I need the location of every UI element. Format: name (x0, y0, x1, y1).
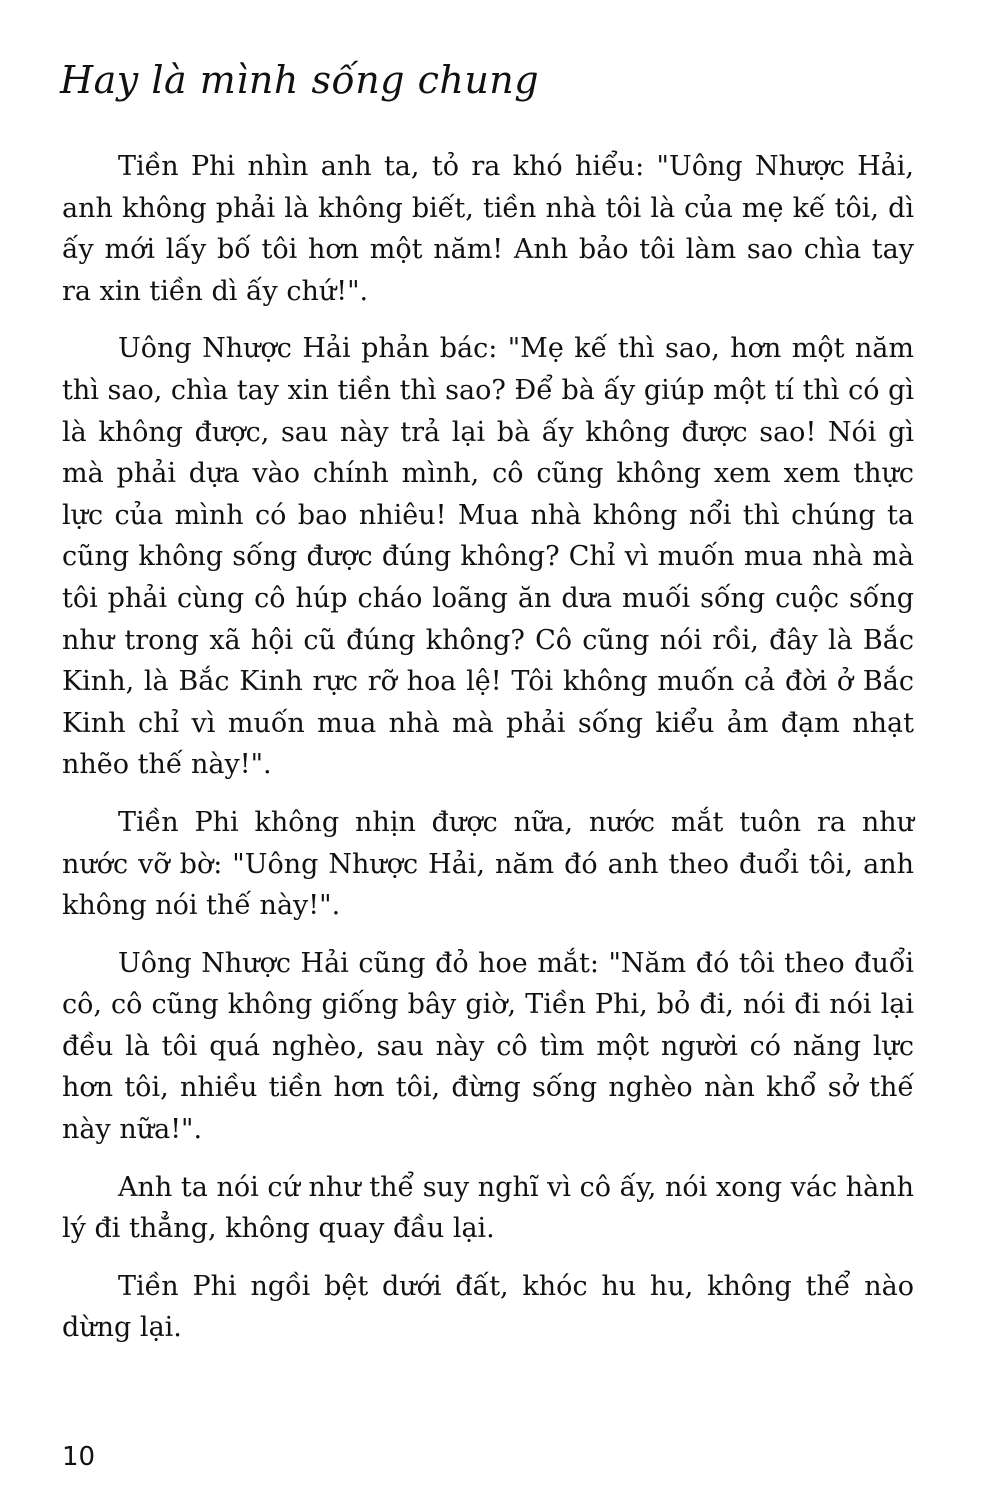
page-number: 10 (62, 1442, 96, 1472)
running-header-title: Hay là mình sống chung (60, 58, 540, 102)
paragraph-1: Tiền Phi nhìn anh ta, tỏ ra khó hiểu: "Uông Nhược Hải, anh không phải là không biết, tiền nhà tôi là của mẹ kế tôi, dì ấy mới lấy bố tôi hơn một năm! Anh bảo tôi làm sao chìa tay ra xin tiền dì ấy chứ!". (62, 151, 914, 307)
paragraph-6: Tiền Phi ngồi bệt dưới đất, khóc hu hu, không thể nào dừng lại. (62, 1270, 914, 1344)
paragraph-3: Tiền Phi không nhịn được nữa, nước mắt tuôn ra như nước vỡ bờ: "Uông Nhược Hải, năm đó anh theo đuổi tôi, anh không nói thế này!". (62, 806, 914, 922)
body-text (62, 146, 914, 1365)
paragraph-5: Anh ta nói cứ như thể suy nghĩ vì cô ấy, nói xong vác hành lý đi thẳng, không quay đầu lại. (62, 1171, 914, 1245)
paragraph-2: Uông Nhược Hải phản bác: "Mẹ kế thì sao, hơn một năm thì sao, chìa tay xin tiền thì sao? Để bà ấy giúp một tí thì có gì là không được, sau này trả lại bà ấy không được sao! Nói gì mà phải dựa vào chính mình, cô cũng không xem xem thực lực của mình có bao nhiêu! Mua nhà không nổi thì chúng ta cũng không sống được đúng không? Chỉ vì muốn mua nhà mà tôi phải cùng cô húp cháo loãng ăn dưa muối sống cuộc sống như trong xã hội cũ đúng không? Cô cũng nói rồi, đây là Bắc Kinh, là Bắc Kinh rực rỡ hoa lệ! Tôi không muốn cả đời ở Bắc Kinh chỉ vì muốn mua nhà mà phải sống kiểu ảm đạm nhạt nhẽo thế này!". (62, 333, 914, 781)
paragraph-4: Uông Nhược Hải cũng đỏ hoe mắt: "Năm đó tôi theo đuổi cô, cô cũng không giống bây giờ, Tiền Phi, bỏ đi, nói đi nói lại đều là tôi quá nghèo, sau này cô tìm một người có năng lực hơn tôi, nhiều tiền hơn tôi, đừng sống nghèo nàn khổ sở thế này nữa!". (62, 947, 914, 1146)
